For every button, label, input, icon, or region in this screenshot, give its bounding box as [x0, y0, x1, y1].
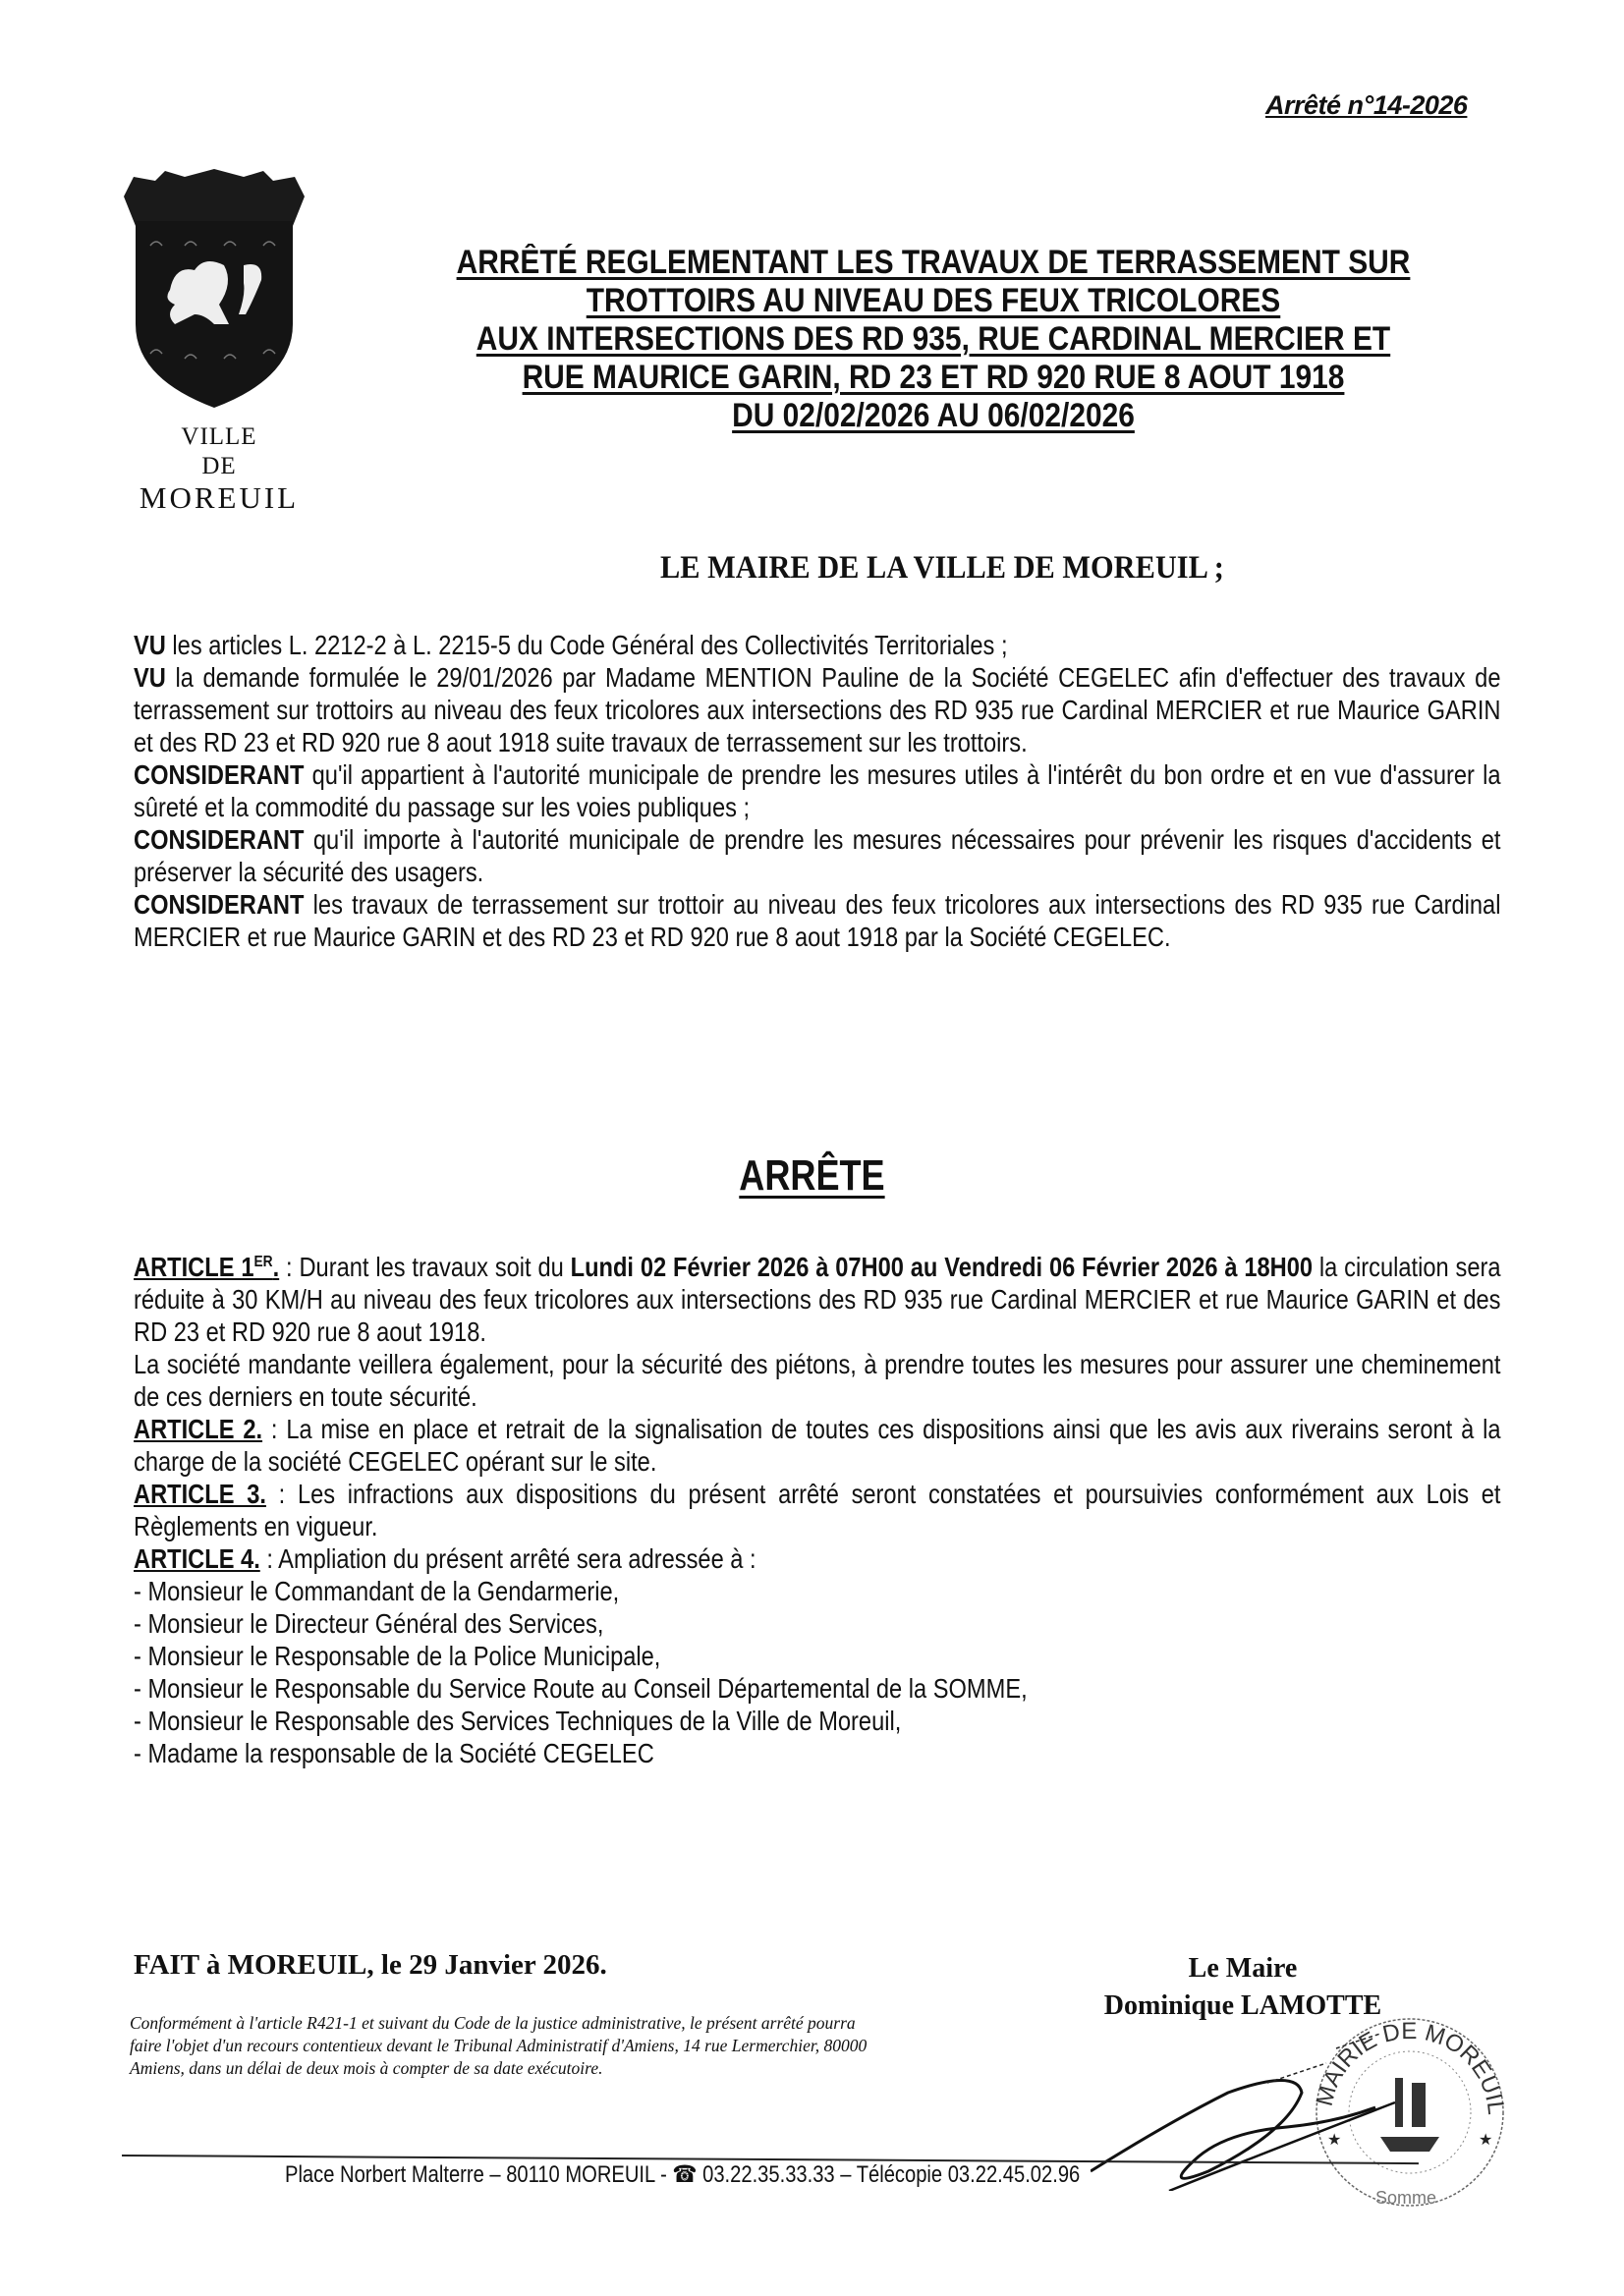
footer-address: Place Norbert Malterre – 80110 MOREUIL - [285, 2161, 673, 2188]
article-text: Durant les travaux soit du [299, 1252, 571, 1283]
clause-text: qu'il importe à l'autorité municipale de prendre les mesures nécessaires pour prévenir les risques d'accidents et préserver la sécurité des usagers. [134, 824, 1501, 887]
clause-text: la demande formulée le 29/01/2026 par Madame MENTION Pauline de la Société CEGELEC afin d'effectuer des travaux de terrassement sur trottoirs au niveau des feux tricolores aux intersections des RD 935 rue Cardinal MERCIER et rue Maurice GARIN et des RD 23 et RD 920 rue 8 aout 1918 suite travaux de terrassement sur les trottoirs. [134, 662, 1501, 757]
footer-contact [285, 2160, 1080, 2189]
clause-text: les travaux de terrassement sur trottoir au niveau des feux tricolores aux intersections des RD 935 rue Cardinal MERCIER et rue Maurice GARIN et des RD 23 et RD 920 rue 8 aout 1918 par la Société CEGELEC. [134, 889, 1501, 952]
recipient-item: - Monsieur le Responsable du Service Route au Conseil Départemental de la SOMME, [134, 1673, 1028, 1705]
title-line: ARRÊTÉ REGLEMENTANT LES TRAVAUX DE TERRASSEMENT SUR [456, 244, 1411, 281]
articles [134, 1246, 1501, 1769]
clause-text: qu'il appartient à l'autorité municipale de prendre les mesures utiles à l'intérêt du bon ordre et en vue d'assurer la sûreté et la commodité du passage sur les voies publiques ; [134, 759, 1501, 822]
article-3 [134, 1478, 1500, 1542]
municipality-name [116, 422, 322, 513]
clause-text: les articles L. 2212-2 à L. 2215-5 du Code Général des Collectivités Territoriales ; [165, 630, 1008, 660]
article-label: ARTICLE 4. [134, 1543, 260, 1575]
article-label: ARTICLE 2. [134, 1414, 263, 1445]
authority-heading: LE MAIRE DE LA VILLE DE MOREUIL ; [660, 550, 1224, 586]
article-1-paragraph-2: La société mandante veillera également, pour la sécurité des piétons, à prendre toutes les mesures pour assurer une cheminement de ces derniers en toute sécurité. [134, 1349, 1501, 1413]
svg-text:MAIRIE DE MOREUIL: MAIRIE DE MOREUIL [1311, 2017, 1510, 2116]
article-separator: : [262, 1414, 287, 1445]
signatory-title: Le Maire [1188, 1953, 1298, 1984]
decree-title [334, 244, 1533, 435]
vu-clause-1 [134, 629, 1500, 661]
footer-fax: Télécopie 03.22.45.02.96 [856, 2161, 1081, 2188]
article-text: la circulation sera réduite à 30 KM/H au niveau des feux tricolores aux intersections des RD 935 rue Cardinal MERCIER et rue Maurice GARIN et des RD 23 et RD 920 rue 8 aout 1918. [134, 1252, 1501, 1348]
decree-reference: Arrêté n°14-2026 [1265, 90, 1468, 120]
considerant-clause-1 [134, 758, 1500, 823]
telephone-icon: ☎ [672, 2161, 698, 2188]
considerant-clause-2 [134, 823, 1500, 888]
article-text: Ampliation du présent arrêté sera adressée à : [278, 1543, 756, 1575]
coat-of-arms-icon [116, 167, 312, 413]
article-text: La mise en place et retrait de la signalisation de toutes ces dispositions ainsi que les avis aux riverains seront à la charge de la société CEGELEC opérant sur le site. [134, 1414, 1501, 1478]
article-label: ARTICLE 1ER. [134, 1252, 280, 1283]
clause-lead: CONSIDERANT [134, 889, 305, 920]
article-text: Les infractions aux dispositions du présent arrêté seront constatées et poursuivies conformément aux Lois et Règlements en vigueur. [134, 1479, 1501, 1542]
title-line: TROTTOIRS AU NIVEAU DES FEUX TRICOLORES [586, 282, 1281, 319]
municipality-line-2: DE [201, 453, 237, 479]
decision-heading [0, 1151, 1624, 1201]
preamble [134, 629, 1501, 953]
place-and-date: FAIT à MOREUIL, le 29 Janvier 2026. [134, 1949, 607, 1981]
title-line: DU 02/02/2026 AU 06/02/2026 [732, 397, 1135, 434]
clause-lead: VU [134, 662, 166, 693]
recipient-item: - Monsieur le Responsable des Services Techniques de la Ville de Moreuil, [134, 1706, 902, 1737]
svg-text:★: ★ [1327, 2132, 1342, 2149]
article-dates: Lundi 02 Février 2026 à 07H00 au Vendredi 06 Février 2026 à 18H00 [570, 1252, 1314, 1283]
article-separator: : [279, 1252, 300, 1283]
considerant-clause-3 [134, 888, 1500, 953]
clause-lead: VU [134, 630, 166, 660]
legal-notice: Conformément à l'article R421-1 et suivant du Code de la justice administrative, le présent arrêté pourra faire l'objet d'un recours contentieux devant le Tribunal Administratif d'Amiens, 14 rue Lermerchier, 80000 Amiens, dans un délai de deux mois à compter de sa date exécutoire. [130, 2013, 868, 2078]
decision-heading-text: ARRÊTE [739, 1151, 885, 1200]
clause-lead: CONSIDERANT [134, 824, 305, 855]
clause-lead: CONSIDERANT [134, 759, 305, 790]
municipality-line-3: MOREUIL [139, 480, 300, 515]
article-separator: : [259, 1543, 279, 1575]
title-line: AUX INTERSECTIONS DES RD 935, RUE CARDINAL MERCIER ET [476, 320, 1391, 358]
recipient-item: - Madame la responsable de la Société CEGELEC [134, 1738, 654, 1769]
article-label: ARTICLE 3. [134, 1479, 266, 1510]
signatory-name: Dominique LAMOTTE [1103, 1990, 1382, 2021]
article-1 [134, 1246, 1500, 1348]
footer-phone: 03.22.35.33.33 – [697, 2161, 857, 2188]
svg-text:★: ★ [1479, 2132, 1493, 2149]
handwritten-signature [1091, 2024, 1405, 2191]
article-4 [134, 1542, 1500, 1575]
recipient-item: - Monsieur le Commandant de la Gendarmerie, [134, 1576, 620, 1607]
recipient-item: - Monsieur le Directeur Général des Services, [134, 1608, 604, 1640]
vu-clause-2 [134, 661, 1500, 758]
article-2 [134, 1413, 1500, 1478]
recipient-item: - Monsieur le Responsable de la Police Municipale, [134, 1641, 661, 1672]
municipality-line-1: VILLE [181, 423, 257, 450]
svg-text:Somme: Somme [1375, 2188, 1437, 2208]
article-separator: : [265, 1479, 298, 1510]
title-line: RUE MAURICE GARIN, RD 23 ET RD 920 RUE 8 AOUT 1918 [522, 359, 1345, 396]
